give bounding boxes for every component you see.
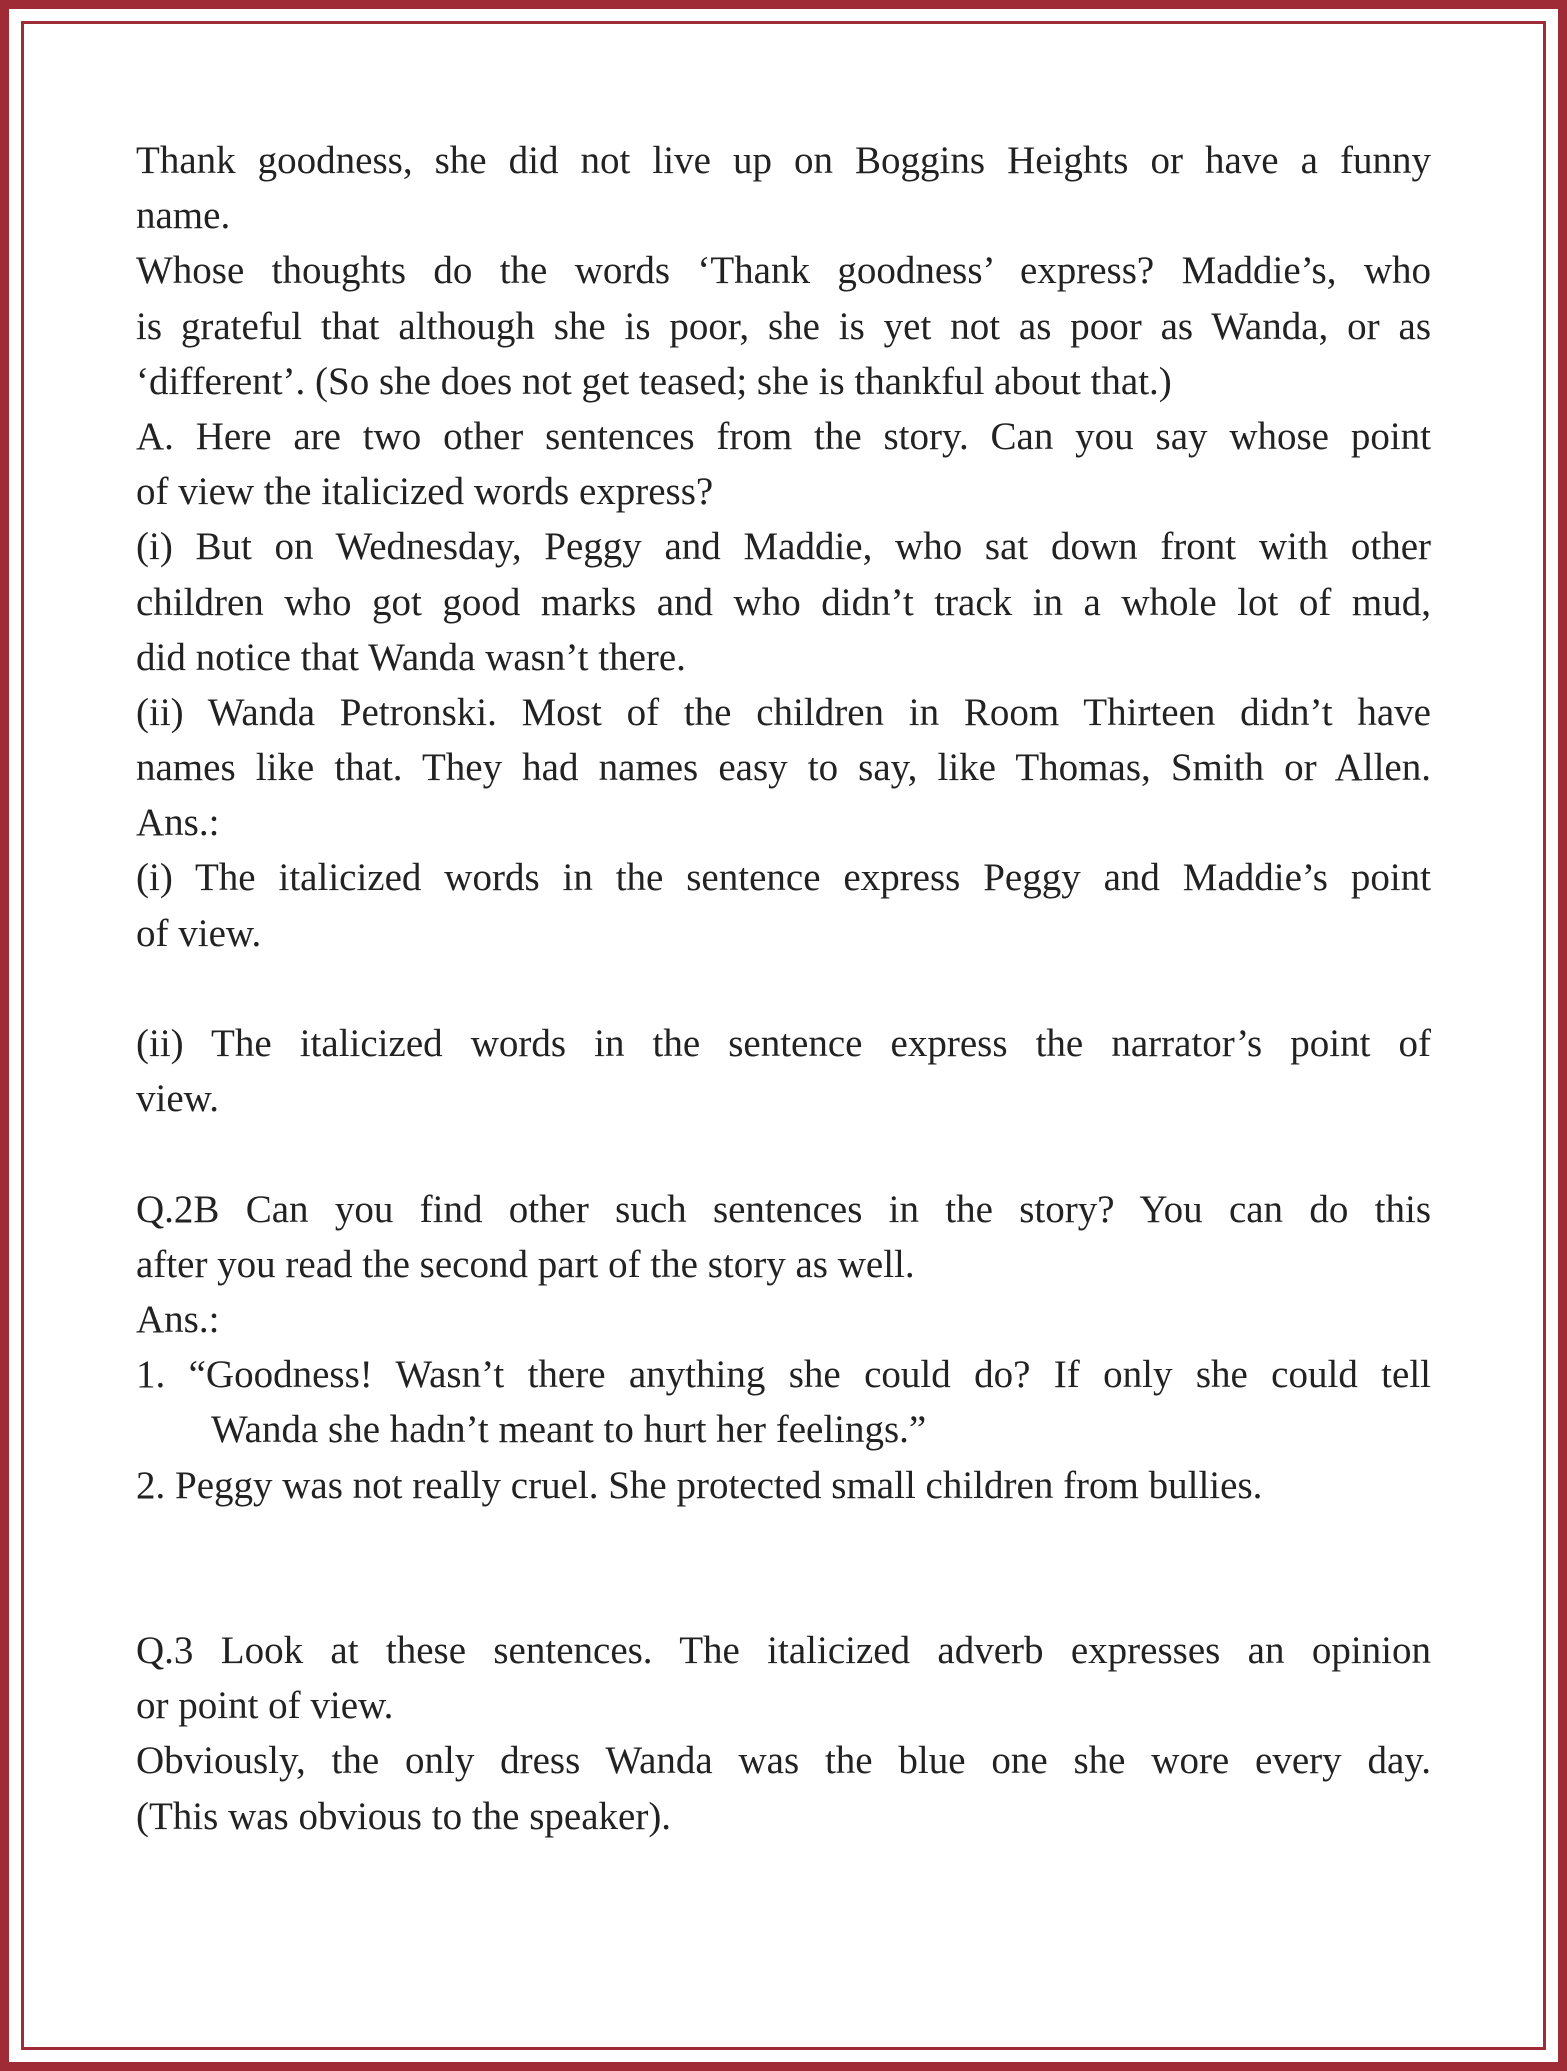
text-line: 2. Peggy was not really cruel. She protected small children from bullies. (136, 1463, 1263, 1507)
text-line: Whose thoughts do the words ‘Thank goodness’ express? Maddie’s, who (136, 249, 1431, 293)
text-line: view. (136, 1077, 220, 1121)
text-line: Q.3 Look at these sentences. The italicized adverb expresses an opinion (136, 1629, 1431, 1673)
blank-line (136, 961, 1431, 1016)
text-line: (ii) The italicized words in the sentence express the narrator’s point of (136, 1022, 1431, 1065)
document-body (136, 133, 1431, 1844)
text-line: of view the italicized words express? (136, 470, 714, 514)
text-line: Obviously, the only dress Wanda was the blue one she wore every day. (136, 1739, 1431, 1783)
blank-line (136, 1513, 1431, 1568)
text-line: Thank goodness, she did not live up on Boggins Heights or have a funny (136, 139, 1431, 182)
text-line: (This was obvious to the speaker). (136, 1794, 672, 1838)
text-line: did notice that Wanda wasn’t there. (136, 635, 686, 679)
text-line: children who got good marks and who didn’t track in a whole lot of mud, (136, 580, 1431, 624)
text-line: 1. “Goodness! Wasn’t there anything she could do? If only she could tell (136, 1353, 1431, 1397)
text-line: or point of view. (136, 1684, 394, 1728)
text-line: A. Here are two other sentences from the story. Can you say whose point (136, 414, 1431, 458)
text-line: is grateful that although she is poor, she is yet not as poor as Wanda, or as (136, 304, 1431, 348)
text-line: names like that. They had names easy to say, like Thomas, Smith or Allen. (136, 746, 1431, 790)
text-line: (i) But on Wednesday, Peggy and Maddie, who sat down front with other (136, 525, 1431, 569)
text-line: Q.2B Can you find other such sentences in the story? You can do this (136, 1187, 1431, 1231)
text-line: of view. (136, 911, 262, 955)
text-line: name. (136, 194, 231, 238)
text-line: ‘different’. (So she does not get teased; she is thankful about that.) (136, 359, 1172, 403)
text-line: Ans.: (136, 801, 220, 845)
text-line: Ans.: (136, 1297, 220, 1341)
text-line: (ii) Wanda Petronski. Most of the children in Room Thirteen didn’t have (136, 690, 1431, 734)
text-line: Wanda she hadn’t meant to hurt her feelings.” (211, 1408, 927, 1452)
text-line: after you read the second part of the story as well. (136, 1242, 915, 1286)
blank-line (136, 1568, 1431, 1623)
text-line: (i) The italicized words in the sentence express Peggy and Maddie’s point (136, 856, 1431, 900)
blank-line (136, 1126, 1431, 1181)
